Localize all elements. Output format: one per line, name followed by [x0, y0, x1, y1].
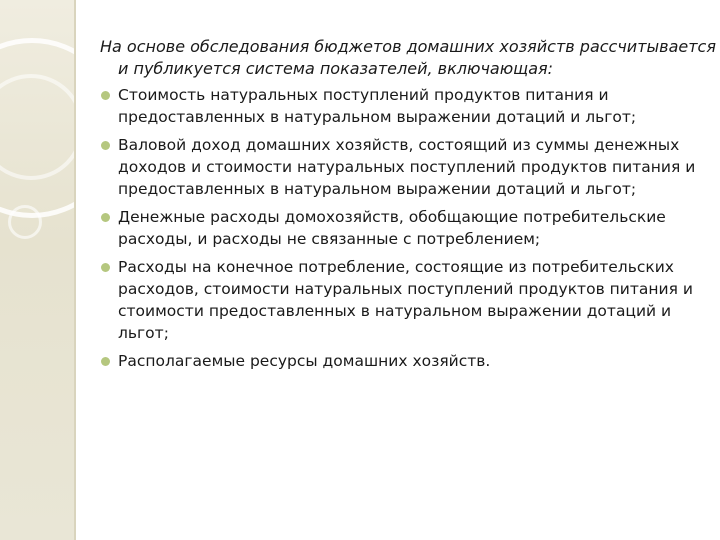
list-item [100, 84, 716, 128]
list-item [100, 134, 716, 200]
decorative-side-panel [0, 0, 74, 540]
decorative-ring-small [8, 205, 42, 239]
bullet-icon [101, 91, 110, 100]
list-item [100, 256, 716, 344]
list-item-text: Располагаемые ресурсы домашних хозяйств. [118, 352, 491, 370]
list-item [100, 206, 716, 250]
slide-content [100, 36, 716, 378]
bullet-icon [101, 141, 110, 150]
list-item [100, 350, 716, 372]
bullet-icon [101, 263, 110, 272]
list-item-text: Расходы на конечное потребление, состоящие из потребительских расходов, стоимости натуральных поступлений продуктов питания и стоимости предоставленных в натуральном выражении дотаций и льгот; [118, 258, 693, 342]
list-item-text: Валовой доход домашних хозяйств, состоящий из суммы денежных доходов и стоимости натуральных поступлений продуктов питания и предоставленных в натуральном выражении дотаций и льгот; [118, 136, 696, 198]
list-item-text: Денежные расходы домохозяйств, обобщающие потребительские расходы, и расходы не связанные с потреблением; [118, 208, 666, 248]
indicator-list [100, 84, 716, 372]
intro-text: На основе обследования бюджетов домашних хозяйств рассчитывается и публикуется система показателей, включающая: [100, 37, 716, 78]
list-item-text: Стоимость натуральных поступлений продуктов питания и предоставленных в натуральном выражении дотаций и льгот; [118, 86, 637, 126]
bullet-icon [101, 357, 110, 366]
panel-divider [74, 0, 76, 540]
bullet-icon [101, 213, 110, 222]
